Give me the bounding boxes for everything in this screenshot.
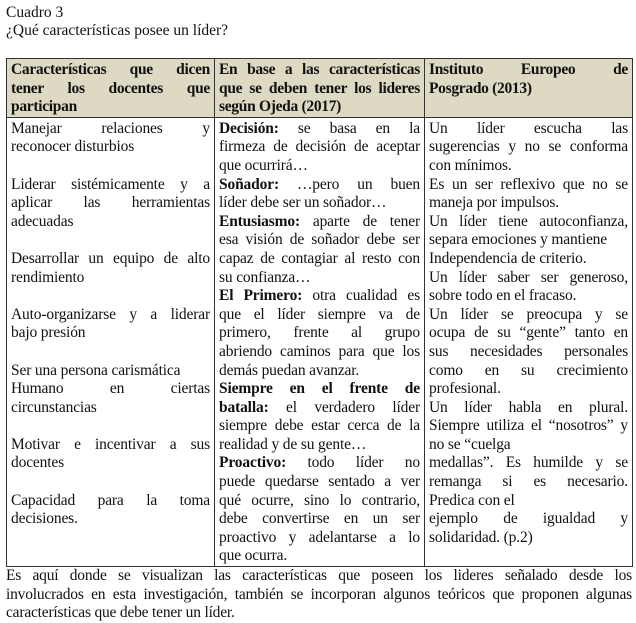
definition: otra cualidad es xyxy=(302,287,421,305)
spacer xyxy=(11,417,210,436)
text-line: demás puedan avanzar. xyxy=(219,361,360,379)
text-line xyxy=(219,120,420,139)
text-line: ejemplo de igualdad y xyxy=(429,510,628,528)
cell-instituto-characteristics xyxy=(425,117,633,566)
header-instituto xyxy=(425,59,633,118)
text-line xyxy=(219,287,420,306)
closing-paragraph xyxy=(6,567,632,623)
text-line: Desarrollar un equipo de alto xyxy=(11,249,210,267)
text-line: Instituto Europeo de xyxy=(429,61,628,78)
text-line: su confianza… xyxy=(219,268,311,286)
text-line: reconocer disturbios xyxy=(11,138,135,156)
text-line: Humano en ciertas xyxy=(11,380,210,398)
text-line: que se deben tener los lideres xyxy=(219,79,420,97)
text-line xyxy=(219,213,420,232)
text-line: aplicar las herramientas xyxy=(11,194,210,212)
text-line: participan xyxy=(11,98,77,116)
text-line xyxy=(219,176,420,195)
table-row xyxy=(7,117,633,566)
text-line: decisiones. xyxy=(11,510,78,528)
text-line: En base a las características xyxy=(219,61,420,78)
text-line: no se “cuelga xyxy=(429,435,511,453)
text-line: remanga si es necesario. xyxy=(429,473,628,491)
text-line: características que debe tener un líder. xyxy=(6,604,235,622)
text-line: Es un ser reflexivo que no se xyxy=(429,175,628,193)
text-line: siempre debe estar cerca de la xyxy=(219,417,420,435)
text-line: Un líder tiene autoconfianza, xyxy=(429,212,628,230)
definition: …pero un buen xyxy=(278,175,420,193)
text-line: que ocurra. xyxy=(219,547,288,565)
text-line: según Ojeda (2017) xyxy=(219,98,342,116)
text-line: Capacidad para la toma xyxy=(11,491,210,509)
text-line: Un líder saber ser generoso, xyxy=(429,268,628,286)
text-line: qué ocurre, sino lo contrario, xyxy=(219,491,420,509)
text-line: sus necesidades personales xyxy=(429,342,628,360)
text-line: sobre todo en el fracaso. xyxy=(429,287,577,305)
text-line: Es aquí donde se visualizan las características que poseen los lideres señalado desde los xyxy=(6,567,632,585)
text-line: Posgrado (2013) xyxy=(429,79,532,97)
caption-question: ¿Qué características posee un líder? xyxy=(6,22,229,39)
term: Siempre en el frente de xyxy=(219,380,420,398)
text-line: bajo presión xyxy=(11,324,86,342)
table-header-row xyxy=(7,59,633,118)
text-line: Independencia de criterio. xyxy=(429,249,587,267)
text-line: Características que dicen xyxy=(11,61,210,78)
term: Soñador: xyxy=(219,175,279,193)
text-line: proactivo y adelantarse a lo xyxy=(219,528,420,546)
text-line: Auto-organizarse y a liderar xyxy=(11,305,210,323)
text-line: Liderar sistémicamente y a xyxy=(11,175,210,193)
spacer xyxy=(11,473,210,492)
cell-ojeda-characteristics xyxy=(215,117,425,566)
text-line: ocupa de su “gente” tanto en xyxy=(429,324,628,342)
caption-label: Cuadro 3 xyxy=(6,4,64,21)
text-line: debe convertirse en un ser xyxy=(219,510,420,528)
text-line: líder debe ser un soñador… xyxy=(219,194,387,212)
text-line: Predica con el xyxy=(429,491,515,509)
text-line: Siempre utiliza el “nosotros” y xyxy=(429,417,628,435)
text-line: profesional. xyxy=(429,380,501,398)
text-line: que el líder siempre va de xyxy=(219,305,420,323)
text-line: puede quedarse sentado a ver xyxy=(219,473,420,491)
spacer xyxy=(11,157,210,176)
definition: se basa en la xyxy=(278,119,420,137)
text-line: esa visión de soñador debe ser xyxy=(219,231,420,249)
spacer xyxy=(11,287,210,306)
term: batalla: xyxy=(219,398,269,416)
definition: el verdadero líder xyxy=(268,398,420,416)
text-line: abriendo caminos para que los xyxy=(219,342,420,360)
text-line: tener los docentes que xyxy=(11,79,210,97)
text-line: Un líder se preocupa y se xyxy=(429,305,628,323)
text-line: separa emociones y mantiene xyxy=(429,231,607,249)
text-line: sugerencias y no se conforma xyxy=(429,138,628,156)
text-line: Un líder escucha las xyxy=(429,119,628,137)
text-line: circunstancias xyxy=(11,398,97,416)
header-teachers xyxy=(7,59,215,118)
text-line: Un líder habla en plural. xyxy=(429,398,628,416)
text-line: capaz de contagiar al resto con xyxy=(219,249,420,267)
text-line: que ocurrirá… xyxy=(219,156,308,174)
definition: aparte de tener xyxy=(300,212,420,230)
text-line: Manejar relaciones y xyxy=(11,119,210,137)
text-line xyxy=(219,399,420,418)
text-line: Ser una persona carismática xyxy=(11,361,181,379)
spacer xyxy=(11,343,210,362)
text-line: docentes xyxy=(11,454,65,472)
text-line: firmeza de decisión de aceptar xyxy=(219,138,420,156)
header-ojeda xyxy=(215,59,425,118)
cell-teacher-characteristics xyxy=(7,117,215,566)
text-line: rendimiento xyxy=(11,268,85,286)
text-line: involucrados en esta investigación, también se incorporan algunos teóricos que proponen algunas xyxy=(6,585,632,603)
spacer xyxy=(11,231,210,250)
text-line: primero, frente al grupo xyxy=(219,324,420,342)
text-line xyxy=(219,380,420,399)
term: Entusiasmo: xyxy=(219,212,301,230)
leader-characteristics-table xyxy=(6,58,633,567)
term: Proactivo: xyxy=(219,454,287,472)
text-line: solidaridad. (p.2) xyxy=(429,528,533,546)
text-line: maneja por impulsos. xyxy=(429,194,560,212)
text-line: con mínimos. xyxy=(429,156,512,174)
term: El Primero: xyxy=(219,287,303,305)
spacer xyxy=(6,40,632,58)
text-line: realidad y de su gente… xyxy=(219,435,367,453)
definition: todo líder no xyxy=(286,454,420,472)
text-line: como en su crecimiento xyxy=(429,361,628,379)
text-line: adecuadas xyxy=(11,212,74,230)
term: Decisión: xyxy=(219,119,279,137)
text-line xyxy=(219,454,420,473)
text-line: Motivar e incentivar a sus xyxy=(11,435,210,453)
text-line: medallas”. Es humilde y se xyxy=(429,454,628,472)
